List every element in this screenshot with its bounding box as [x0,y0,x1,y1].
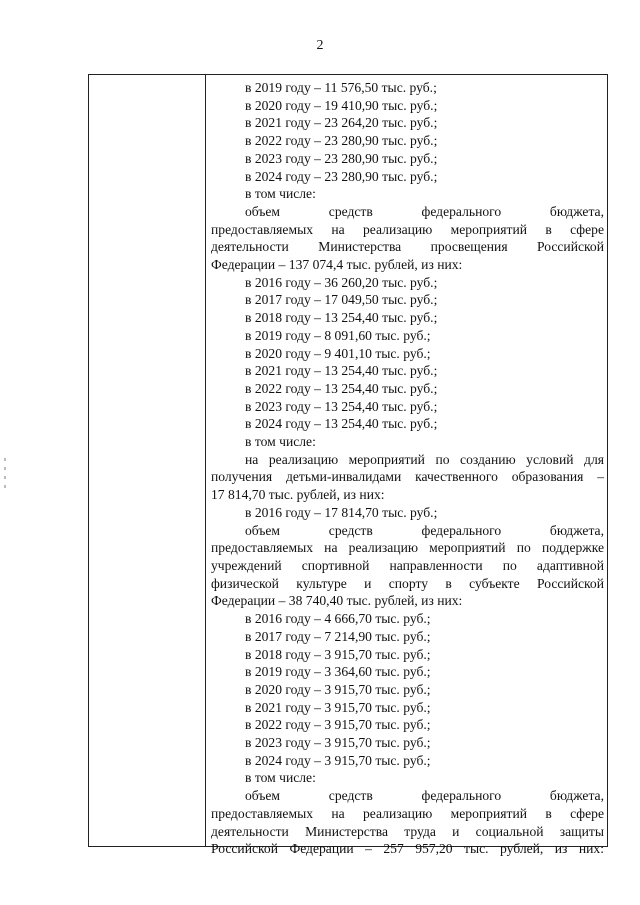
text-line: в 2023 году – 3 915,70 тыс. руб.; [245,735,431,751]
text-line: в 2021 году – 23 264,20 тыс. руб.; [245,115,438,131]
text-line: предоставляемых на реализацию мероприятий в сфере [211,221,604,237]
text-line: объем средств федерального бюджета, [245,203,604,219]
text-line: объем средств федерального бюджета, [245,522,604,538]
text-line: деятельности Министерства труда и социальной защиты [211,823,604,839]
text-line: в 2019 году – 8 091,60 тыс. руб.; [245,327,431,343]
text-line: в 2018 году – 13 254,40 тыс. руб.; [245,310,438,326]
text-line: в 2020 году – 3 915,70 тыс. руб.; [245,681,431,697]
text-line: в 2020 году – 9 401,10 тыс. руб.; [245,345,431,361]
text-line: Федерации – 38 740,40 тыс. рублей, из них: [211,593,463,609]
table-text-cell [211,79,604,858]
text-line: Федерации – 137 074,4 тыс. рублей, из них: [211,257,463,273]
text-line: получения детьми-инвалидами качественного образования – [211,469,604,485]
text-line: в 2022 году – 3 915,70 тыс. руб.; [245,717,431,733]
text-line: в 2024 году – 23 280,90 тыс. руб.; [245,168,438,184]
text-line: в 2016 году – 4 666,70 тыс. руб.; [245,611,431,627]
text-line: на реализацию мероприятий по созданию условий для [245,451,604,467]
text-line: Российской Федерации – 257 957,20 тыс. рублей, из них: [211,841,604,857]
text-line: в 2024 году – 13 254,40 тыс. руб.; [245,416,438,432]
text-line: в 2016 году – 17 814,70 тыс. руб.; [245,504,438,520]
text-line: объем средств федерального бюджета, [245,788,604,804]
document-table [88,74,608,857]
text-line: в 2022 году – 13 254,40 тыс. руб.; [245,380,438,396]
text-line: в 2017 году – 17 049,50 тыс. руб.; [245,292,438,308]
text-line: в том числе: [245,186,316,202]
column-divider [205,75,206,846]
text-line: в 2021 году – 3 915,70 тыс. руб.; [245,699,431,715]
text-line: 17 814,70 тыс. рублей, из них: [211,487,385,503]
text-line: в 2018 году – 3 915,70 тыс. руб.; [245,646,431,662]
text-line: в 2023 году – 13 254,40 тыс. руб.; [245,398,438,414]
text-line: в том числе: [245,770,316,786]
margin-marks [4,458,7,498]
text-line: физической культуре и спорту в субъекте Российской [211,575,604,591]
page-number: 2 [316,38,324,53]
text-line: в 2019 году – 11 576,50 тыс. руб.; [245,80,437,95]
text-line: предоставляемых на реализацию мероприятий по поддержке [211,540,604,556]
text-line: в 2024 году – 3 915,70 тыс. руб.; [245,752,431,768]
text-line: в 2021 году – 13 254,40 тыс. руб.; [245,363,438,379]
text-line: предоставляемых на реализацию мероприятий в сфере [211,805,604,821]
text-line: в 2019 году – 3 364,60 тыс. руб.; [245,664,431,680]
text-line: в 2022 году – 23 280,90 тыс. руб.; [245,133,438,149]
text-line: в том числе: [245,434,316,450]
text-line: в 2017 году – 7 214,90 тыс. руб.; [245,628,431,644]
text-line: деятельности Министерства просвещения Российской [211,239,604,255]
text-line: учреждений спортивной направленности по адаптивной [211,557,604,573]
text-line: в 2020 году – 19 410,90 тыс. руб.; [245,97,438,113]
text-line: в 2023 году – 23 280,90 тыс. руб.; [245,150,438,166]
text-line: в 2016 году – 36 260,20 тыс. руб.; [245,274,438,290]
